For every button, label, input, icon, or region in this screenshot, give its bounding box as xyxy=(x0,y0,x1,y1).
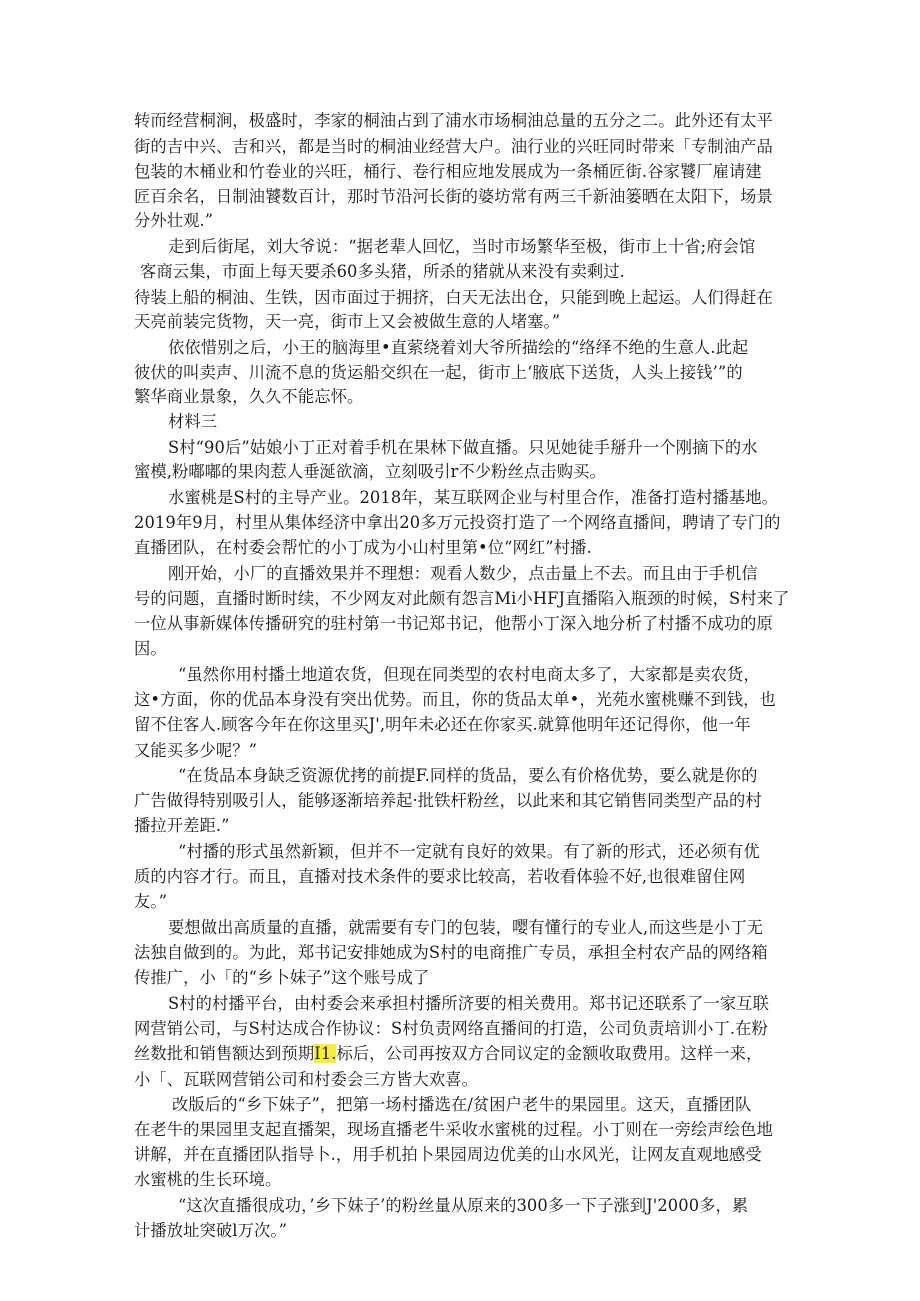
text-line: 待装上船的桐油、生铁，因市面过于拥挤，白天无法出仓，只能到晚上起运。人们得赶在 xyxy=(134,288,773,307)
text-line xyxy=(134,1043,762,1065)
text-line: S村“90后”姑娘小丁正对着手机在果林下做直播。只见她徒手掰升一个刚摘下的水 xyxy=(168,438,758,457)
text-line: 网营销公司，与S村达成合作协议：S村负责网络直播间的打造，公司负责培训小丁.在粉 xyxy=(134,1019,768,1038)
text-line: 水蜜桃是S村的主导产业。2018年，某互联网企业与村里合作，准备打造村播基地。 xyxy=(168,488,779,507)
text-line: 走到后街尾，刘大爷说：“据老辈人回忆，当时市场繁华至极，街市上十省;府会馆 xyxy=(168,237,756,256)
text-line: 法独自做到的。为此，郑书记安排她成为S村的电商推广专员，承担全村农产品的网络箱 xyxy=(134,943,768,962)
text-line: 刚开始，小厂的直播效果并不理想：观看人数少，点击量上不去。而且由于手机信 xyxy=(168,564,758,583)
text-line: 留不住客人.顾客今年在你这里买J',明年未必还在你家买.就算他明年还记得你，他一年 xyxy=(134,715,751,734)
text-line: “这次直播很成功，’乡下妹子’的粉丝量从原来的300多一下子涨到J'2000多，累 xyxy=(178,1196,749,1215)
text-line: 传推广，小「的“乡卜妹子”这个账号成了 xyxy=(134,968,430,987)
highlighted-text: I1. xyxy=(314,1044,337,1063)
text-line: 计播放址突破l万次。” xyxy=(134,1221,288,1240)
text-line: 一位从事新媒体传播研究的驻村第一书记郑书记，他帮小丁深入地分析了村播不成功的原 xyxy=(134,614,773,633)
text-line: 又能买多少呢？” xyxy=(134,741,258,760)
text-line: “村播的形式虽然新颖，但并不一定就有良好的效果。有了新的形式，还必须有优 xyxy=(178,842,760,861)
section-heading: 材料三 xyxy=(168,412,218,431)
text-line: 播拉开差距.” xyxy=(134,816,230,835)
text-line: S村的村播平台，由村委会来承担村播所济要的相关费用。郑书记还联系了一家互联 xyxy=(168,994,769,1013)
text-line: “虽然你用村播土地道农货，但现在同类型的农村电商太多了，大家都是卖农货， xyxy=(178,665,760,684)
text-line: 要想做出高质量的直播，就需要有专门的包装，嘤有懂行的专业人,而这些是小丁无 xyxy=(168,918,764,937)
text-line: 匠百余名，日制油饕数百计，那时节沿河长街的婆坊常有两三千新油篓晒在太阳下，场景 xyxy=(134,187,773,206)
text-line: 包装的木桶业和竹卷业的兴旺，桶行、卷行相应地发展成为一条桶匠街.谷家饕厂雇请建 xyxy=(134,162,762,181)
text-segment: 标后，公司再按双方合同议定的金额收取费用。这样一来， xyxy=(336,1044,763,1063)
text-line: 依依惜别之后，小王的脑海里•直萦绕着刘大爷所描绘的“络绎不绝的生意人.此起 xyxy=(168,338,749,357)
text-line: 街的吉中兴、吉和兴，都是当时的桐油业经营大户。油行业的兴旺同时带来「专制油产品 xyxy=(134,137,773,156)
text-line: 2019年9月，村里从集体经济中拿出20多万元投资打造了一个网络直播间，聘请了专门的 xyxy=(134,513,781,532)
text-line: 转而经营桐涧，极盛时，李家的桐油占到了浦水市场桐油总量的五分之二。此外还有太平 xyxy=(134,111,773,130)
text-line: 号的问题，直播时断时续，不少网友对此颇有怨言Mi小HFJ直播陷入瓶颈的时候，S村来了 xyxy=(134,589,790,608)
text-line: 这•方面，你的优品本身没有突出优势。而且，你的货品太单•，光苑水蜜桃赚不到钱，也 xyxy=(134,690,776,709)
text-line: 在老牛的果园里支起直播架，现场直播老牛采收水蜜桃的过程。小丁则在一旁绘声绘色地 xyxy=(134,1120,773,1139)
text-segment: 丝数批和销售额达到预期 xyxy=(134,1044,315,1063)
text-line: 客商云集，市面上每天要杀60多头猪，所杀的猪就从来没有卖剩过. xyxy=(140,262,625,281)
text-line: 繁华商业景象，久久不能忘怀。 xyxy=(134,387,364,406)
text-line: 直播团队，在村委会帮忙的小丁成为小山村里第•位“网红”村播. xyxy=(134,538,592,557)
text-line: 广告做得特别吸引人，能够逐渐培养起·批铁杆粉丝，以此来和其它销售同类型产品的村 xyxy=(134,791,762,810)
text-line: 彼伏的叫卖声、川流不息的货运船交织在一起，街市上‘腋底下送货，人头上接钱’”的 xyxy=(134,363,743,382)
text-line: 天亮前装完货物，天一亮，街市上又会被做生意的人堵塞。” xyxy=(134,312,561,331)
text-line: 蜜模,粉嘟嘟的果肉惹人垂涎欲滴，立刻吸引r不少粉丝点击购买。 xyxy=(134,462,606,481)
text-line: 改版后的“乡下妹子”，把第一场村播选在/贫困户老牛的果园里。这天，直播团队 xyxy=(172,1095,752,1114)
text-line: 分外壮观.” xyxy=(134,211,214,230)
text-line: 因。 xyxy=(134,639,167,658)
text-line: “在货品本身缺乏资源优拷的前提F.同样的货品，要么有价格优势，要么就是你的 xyxy=(178,766,758,785)
text-line: 小「、瓦联网营销公司和村委会三方皆大欢喜。 xyxy=(134,1070,479,1089)
text-line: 质的内容才行。而且，直播对技术条件的要求比较高，若收看体验不好,也很难留住网 xyxy=(134,867,746,886)
text-line: 讲解，并在直播团队指导卜.，用手机拍卜果园周边优美的山水风光，让网友直观地感受 xyxy=(134,1145,762,1164)
text-line: 友。” xyxy=(134,892,168,911)
text-line: 水蜜桃的生长环境。 xyxy=(134,1170,282,1189)
